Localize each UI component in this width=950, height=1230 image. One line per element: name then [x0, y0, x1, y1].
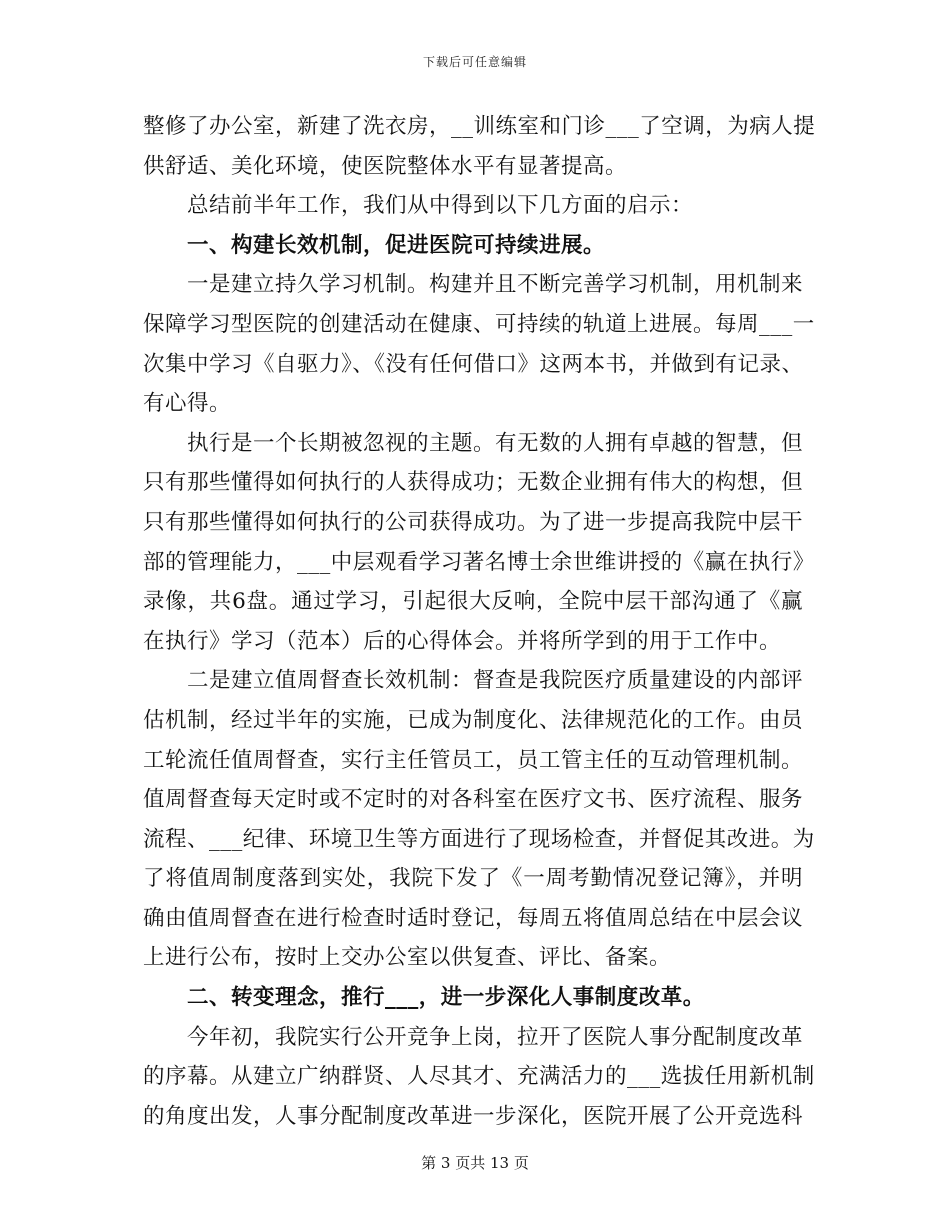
text-line: 确由值周督查在进行检查时适时登记，每周五将值周总结在中层会议: [143, 905, 804, 931]
text-line: 执行是一个长期被忽视的主题。有无数的人拥有卓越的智慧，但: [187, 430, 804, 456]
text-line: 流程、___纪律、环境卫生等方面进行了现场检查，并督促其改进。为: [143, 826, 815, 852]
text-line: 估机制，经过半年的实施，已成为制度化、法律规范化的工作。由员: [143, 707, 804, 733]
text-line: 只有那些懂得如何执行的人获得成功；无数企业拥有伟大的构想，但: [143, 470, 804, 496]
text-line: 有心得。: [143, 391, 232, 417]
text-line: 二是建立值周督查长效机制：督查是我院医疗质量建设的内部评: [187, 668, 804, 694]
section-heading: 一、构建长效机制，促进医院可持续进展。: [187, 232, 606, 258]
text-line: 一是建立持久学习机制。构建并且不断完善学习机制，用机制来: [187, 272, 804, 298]
document-body: [143, 107, 816, 1136]
section-heading: 二、转变理念，推行___，进一步深化人事制度改革。: [187, 985, 705, 1011]
text-line: 录像，共6盘。通过学习，引起很大反响，全院中层干部沟通了《赢: [143, 589, 803, 615]
text-line: 整修了办公室，新建了洗衣房，__训练室和门诊___了空调，为病人提: [143, 114, 816, 139]
page-number: 第 3 页共 13 页: [421, 1154, 529, 1172]
text-line: 次集中学习《自驱力》、《没有任何借口》这两本书，并做到有记录、: [143, 351, 804, 377]
text-line: 值周督查每天定时或不定时的对各科室在医疗文书、医疗流程、服务: [143, 787, 804, 813]
page-header: 下载后可任意编辑: [422, 55, 527, 69]
text-line: 的角度出发，人事分配制度改革进一步深化，医院开展了公开竞选科: [143, 1103, 804, 1129]
text-line: 总结前半年工作，我们从中得到以下几方面的启示：: [187, 193, 694, 219]
text-line: 只有那些懂得如何执行的公司获得成功。为了进一步提高我院中层干: [143, 509, 804, 535]
text-line: 供舒适、美化环境，使医院整体水平有显著提高。: [143, 153, 628, 179]
text-line: 工轮流任值周督查，实行主任管员工，员工管主任的互动管理机制。: [143, 747, 804, 773]
text-line: 了将值周制度落到实处，我院下发了《一周考勤情况登记簿》，并明: [143, 866, 803, 892]
text-line: 部的管理能力，___中层观看学习著名博士余世维讲授的《赢在执行》: [143, 549, 815, 575]
text-line: 在执行》学习（范本）后的心得体会。并将所学到的用于工作中。: [143, 628, 782, 654]
text-line: 的序幕。从建立广纳群贤、人尽其才、充满活力的___选拔任用新机制: [143, 1064, 815, 1090]
text-line: 上进行公布，按时上交办公室以供复查、评比、备案。: [143, 945, 672, 971]
text-line: 今年初，我院实行公开竞争上岗，拉开了医院人事分配制度改革: [187, 1024, 804, 1050]
text-line: 保障学习型医院的创建活动在健康、可持续的轨道上进展。每周___一: [143, 311, 815, 337]
